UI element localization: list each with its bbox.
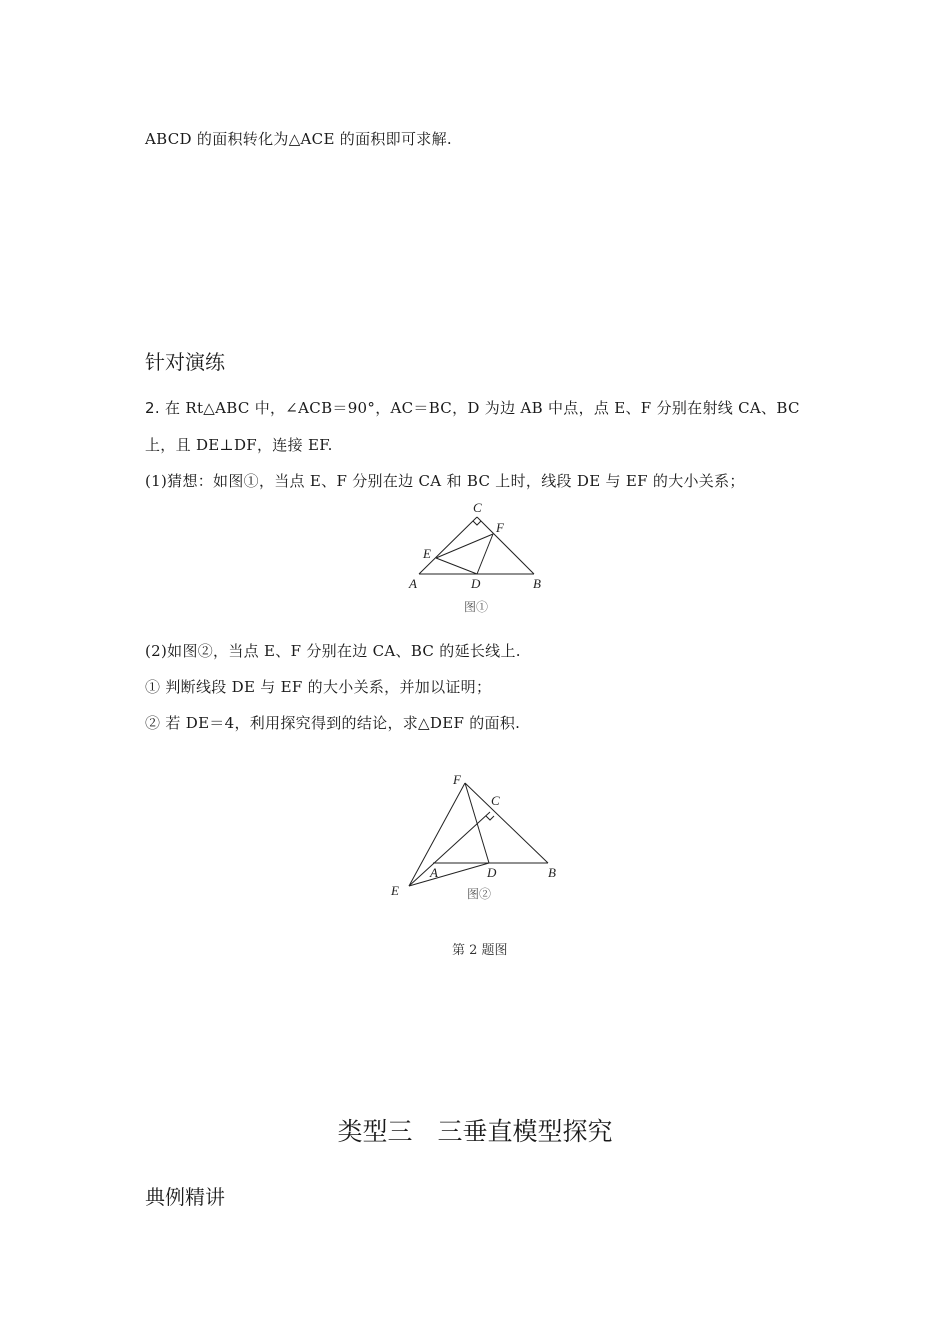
- fig2-label-c: C: [491, 793, 500, 808]
- fig2-label-d: D: [487, 865, 497, 880]
- problem-2-stem-line2: 上，且 DE⊥DF，连接 EF.: [145, 436, 333, 454]
- fig1-label-b: B: [533, 576, 541, 591]
- fig1-caption: 图①: [464, 600, 489, 614]
- fig1-label-a: A: [409, 576, 417, 591]
- fig1-label-d: D: [471, 576, 481, 591]
- fig1-label-e: E: [423, 546, 431, 561]
- fig2-caption: 图②: [467, 887, 492, 901]
- fig1-label-f: F: [496, 520, 504, 535]
- intro-text: ABCD 的面积转化为△ACE 的面积即可求解.: [145, 130, 452, 148]
- fig1-label-c: C: [473, 500, 482, 515]
- fig2-label-b: B: [548, 865, 556, 880]
- problem-2-part2-q2: ② 若 DE＝4，利用探究得到的结论，求△DEF 的面积.: [145, 714, 521, 732]
- problem-stem-text: 在 Rt△ABC 中，∠ACB＝90°，AC＝BC，D 为边 AB 中点，点 E、F 分别在射线 CA、BC: [165, 399, 800, 417]
- section-title-type3: 类型三 三垂直模型探究: [337, 1117, 613, 1146]
- fig2-label-e: E: [391, 883, 399, 898]
- problem-2-part2-intro: (2)如图②，当点 E、F 分别在边 CA、BC 的延长线上.: [145, 642, 521, 660]
- fig2-label-f: F: [453, 772, 461, 787]
- section-heading-examples: 典例精讲: [145, 1185, 225, 1209]
- problem-2-part1: (1)猜想：如图①，当点 E、F 分别在边 CA 和 BC 上时，线段 DE 与 EF 的大小关系；: [145, 472, 745, 490]
- problem-number: 2.: [145, 399, 160, 417]
- figure-caption: 第 2 题图: [452, 943, 508, 958]
- problem-2-part2-q1: ① 判断线段 DE 与 EF 的大小关系，并加以证明；: [145, 678, 492, 696]
- fig2-label-a: A: [430, 865, 438, 880]
- section-heading-practice: 针对演练: [145, 350, 225, 374]
